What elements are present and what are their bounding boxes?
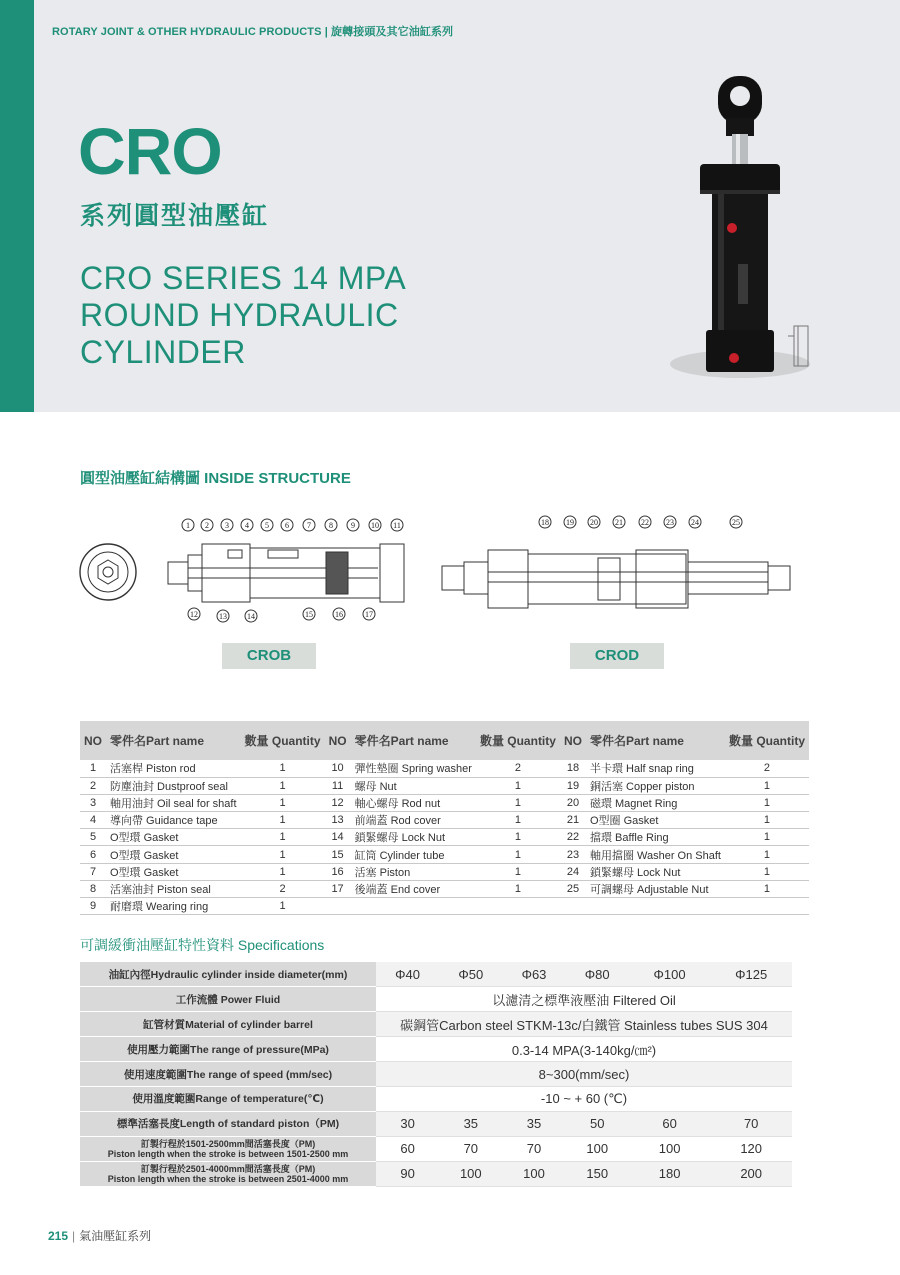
part-name: 缸筒 Cylinder tube <box>351 846 476 863</box>
svg-text:20: 20 <box>590 518 598 527</box>
part-qty: 1 <box>725 846 809 863</box>
parts-row <box>80 880 809 897</box>
part-qty: 1 <box>241 794 325 811</box>
spec-value: 100 <box>629 1136 711 1161</box>
spec-value: Φ50 <box>439 962 502 987</box>
part-name: 磁環 Magnet Ring <box>586 794 725 811</box>
footer-series: 氣油壓缸系列 <box>79 1229 152 1243</box>
spec-value: Φ40 <box>376 962 439 987</box>
part-qty: 1 <box>241 898 325 915</box>
spec-value: 50 <box>566 1111 629 1136</box>
header-quantity: 數量 Quantity <box>241 721 325 760</box>
svg-text:17: 17 <box>365 610 373 619</box>
spec-value: 100 <box>502 1161 565 1186</box>
part-no: 10 <box>325 760 351 777</box>
product-code: CRO <box>78 114 222 188</box>
spec-row-speed <box>80 1062 792 1087</box>
svg-text:3: 3 <box>225 521 229 530</box>
part-qty: 1 <box>476 829 560 846</box>
svg-text:11: 11 <box>393 521 401 530</box>
spec-label-cn: 訂製行程於2501-4000mm間活塞長度（PM) <box>140 1163 316 1174</box>
part-no: 13 <box>325 812 351 829</box>
svg-text:9: 9 <box>351 521 355 530</box>
part-name: 銅活塞 Copper piston <box>586 777 725 794</box>
spec-value: 碳鋼管Carbon steel STKM-13c/白鐵管 Stainless tubes SUS 304 <box>376 1012 792 1037</box>
part-no: 3 <box>80 794 106 811</box>
part-name: 半卡環 Half snap ring <box>586 760 725 777</box>
part-name: 活塞桿 Piston rod <box>106 760 241 777</box>
part-no: 2 <box>80 777 106 794</box>
spec-label: 使用速度範圍The range of speed (mm/sec) <box>80 1062 376 1087</box>
svg-text:13: 13 <box>219 612 227 621</box>
spec-value: 200 <box>710 1161 792 1186</box>
header-part-name: 零件名Part name <box>351 721 476 760</box>
part-no: 16 <box>325 863 351 880</box>
svg-text:10: 10 <box>371 521 379 530</box>
part-qty: 1 <box>476 794 560 811</box>
page-number: 215 <box>48 1229 69 1243</box>
part-name: 耐磨環 Wearing ring <box>106 898 241 915</box>
cylinder-product-image <box>660 68 820 388</box>
part-no: 22 <box>560 829 586 846</box>
part-qty: 2 <box>476 760 560 777</box>
part-no: 8 <box>80 880 106 897</box>
crod-callouts <box>539 516 742 528</box>
part-no: 23 <box>560 846 586 863</box>
part-name: 螺母 Nut <box>351 777 476 794</box>
svg-text:6: 6 <box>285 521 289 530</box>
parts-table <box>80 721 809 915</box>
spec-value: 35 <box>439 1111 502 1136</box>
part-no: 14 <box>325 829 351 846</box>
header-part-name: 零件名Part name <box>106 721 241 760</box>
svg-text:14: 14 <box>247 612 255 621</box>
spec-value: 60 <box>376 1136 439 1161</box>
part-qty: 1 <box>725 794 809 811</box>
part-name: 軸心螺母 Rod nut <box>351 794 476 811</box>
svg-text:23: 23 <box>666 518 674 527</box>
spec-value: 0.3-14 MPA(3-140kg/㎝²) <box>376 1037 792 1062</box>
spec-value: Φ125 <box>710 962 792 987</box>
part-name: O型環 Gasket <box>106 863 241 880</box>
part-qty <box>476 898 560 915</box>
header-no: NO <box>80 721 106 760</box>
parts-row <box>80 760 809 777</box>
spec-value: Φ100 <box>629 962 711 987</box>
category-heading: ROTARY JOINT & OTHER HYDRAULIC PRODUCTS | 旋轉接頭及其它油缸系列 <box>52 26 454 38</box>
page-footer: 215 | 氣油壓缸系列 <box>48 1229 152 1243</box>
header-no: NO <box>560 721 586 760</box>
part-no: 17 <box>325 880 351 897</box>
part-qty: 1 <box>241 829 325 846</box>
svg-text:22: 22 <box>641 518 649 527</box>
parts-row <box>80 863 809 880</box>
title-line: ROUND HYDRAULIC <box>80 297 399 333</box>
spec-value: 30 <box>376 1111 439 1136</box>
spec-value: 120 <box>710 1136 792 1161</box>
spec-label <box>80 1136 376 1161</box>
specs-table <box>80 962 792 1187</box>
chinese-subtitle: 系列圓型油壓缸 <box>80 202 270 230</box>
svg-text:1: 1 <box>186 521 190 530</box>
header-part-name: 零件名Part name <box>586 721 725 760</box>
part-name: 鎖緊螺母 Lock Nut <box>351 829 476 846</box>
spec-row-temperature <box>80 1086 792 1111</box>
part-name: O型環 Gasket <box>106 829 241 846</box>
part-qty: 1 <box>725 777 809 794</box>
spec-label-en: Piston length when the stroke is between 1501-2500 mm <box>107 1148 349 1159</box>
part-no: 5 <box>80 829 106 846</box>
spec-label: 缸管材質Material of cylinder barrel <box>80 1012 376 1037</box>
crob-label: CROB <box>222 643 316 669</box>
parts-row <box>80 898 809 915</box>
part-qty <box>725 898 809 915</box>
svg-text:19: 19 <box>566 518 574 527</box>
part-no <box>325 898 351 915</box>
spec-row-material <box>80 1012 792 1037</box>
spec-row-long-stroke <box>80 1161 792 1186</box>
part-no: 7 <box>80 863 106 880</box>
structure-heading: 圓型油壓缸結構圖 INSIDE STRUCTURE <box>80 470 351 487</box>
part-name: 活塞油封 Piston seal <box>106 880 241 897</box>
part-qty: 2 <box>725 760 809 777</box>
spec-value: 70 <box>502 1136 565 1161</box>
part-qty: 1 <box>241 777 325 794</box>
spec-row-pressure <box>80 1037 792 1062</box>
part-name: O型圈 Gasket <box>586 812 725 829</box>
part-no: 21 <box>560 812 586 829</box>
part-no <box>560 898 586 915</box>
header-quantity: 數量 Quantity <box>725 721 809 760</box>
part-name: 可調螺母 Adjustable Nut <box>586 880 725 897</box>
part-name: 防塵油封 Dustproof seal <box>106 777 241 794</box>
spec-label: 使用壓力範圍The range of pressure(MPa) <box>80 1037 376 1062</box>
part-no: 4 <box>80 812 106 829</box>
svg-text:2: 2 <box>205 521 209 530</box>
crob-callouts-bottom <box>188 608 375 622</box>
part-name: O型環 Gasket <box>106 846 241 863</box>
part-no: 15 <box>325 846 351 863</box>
part-no: 11 <box>325 777 351 794</box>
accent-bar <box>0 0 34 412</box>
part-qty: 1 <box>476 812 560 829</box>
part-name: 擋環 Baffle Ring <box>586 829 725 846</box>
spec-row-fluid <box>80 987 792 1012</box>
part-name: 軸用油封 Oil seal for shaft <box>106 794 241 811</box>
spec-value: -10 ~ + 60 (℃) <box>376 1086 792 1111</box>
title-line: CRO SERIES 14 MPA <box>80 260 407 296</box>
english-title <box>80 260 406 371</box>
spec-value: Φ63 <box>502 962 565 987</box>
part-no: 25 <box>560 880 586 897</box>
spec-value: 60 <box>629 1111 711 1136</box>
spec-label-en: Piston length when the stroke is between 2501-4000 mm <box>107 1173 349 1184</box>
part-name <box>586 898 725 915</box>
hero-banner <box>0 0 900 412</box>
part-qty: 1 <box>725 863 809 880</box>
part-qty: 1 <box>725 880 809 897</box>
spec-value: 以濾清之標準液壓油 Filtered Oil <box>376 987 792 1012</box>
part-no: 6 <box>80 846 106 863</box>
spec-value: 90 <box>376 1161 439 1186</box>
part-qty: 1 <box>241 846 325 863</box>
spec-label: 油缸內徑Hydraulic cylinder inside diameter(mm) <box>80 962 376 987</box>
svg-text:12: 12 <box>190 610 198 619</box>
svg-text:21: 21 <box>615 518 623 527</box>
svg-text:8: 8 <box>329 521 333 530</box>
svg-text:7: 7 <box>307 521 311 530</box>
part-qty: 1 <box>241 863 325 880</box>
spec-label: 使用溫度範圍Range of temperature(℃) <box>80 1086 376 1111</box>
spec-value: 35 <box>502 1111 565 1136</box>
parts-header-row <box>80 721 809 760</box>
header-quantity: 數量 Quantity <box>476 721 560 760</box>
spec-label: 標準活塞長度Length of standard piston（PM) <box>80 1111 376 1136</box>
part-qty: 1 <box>725 829 809 846</box>
svg-text:24: 24 <box>691 518 699 527</box>
part-qty: 1 <box>476 880 560 897</box>
parts-row <box>80 846 809 863</box>
part-no: 18 <box>560 760 586 777</box>
parts-row <box>80 794 809 811</box>
part-no: 19 <box>560 777 586 794</box>
svg-text:16: 16 <box>335 610 343 619</box>
spec-value: 70 <box>710 1111 792 1136</box>
spec-value: 100 <box>566 1136 629 1161</box>
parts-row <box>80 829 809 846</box>
crob-callouts-top <box>182 519 403 531</box>
part-qty: 1 <box>476 846 560 863</box>
part-qty: 1 <box>725 812 809 829</box>
spec-label <box>80 1161 376 1186</box>
part-name: 軸用擋圈 Washer On Shaft <box>586 846 725 863</box>
part-name: 彈性墊圈 Spring washer <box>351 760 476 777</box>
spec-label: 工作流體 Power Fluid <box>80 987 376 1012</box>
parts-row <box>80 777 809 794</box>
part-name: 活塞 Piston <box>351 863 476 880</box>
spec-value: 180 <box>629 1161 711 1186</box>
inside-structure-diagram <box>78 510 800 630</box>
spec-value: 70 <box>439 1136 502 1161</box>
spec-value: Φ80 <box>566 962 629 987</box>
spec-row-diameter <box>80 962 792 987</box>
part-no: 12 <box>325 794 351 811</box>
part-no: 24 <box>560 863 586 880</box>
part-name: 導向帶 Guidance tape <box>106 812 241 829</box>
part-qty: 1 <box>241 812 325 829</box>
parts-row <box>80 812 809 829</box>
part-name: 後端蓋 End cover <box>351 880 476 897</box>
header-no: NO <box>325 721 351 760</box>
part-name <box>351 898 476 915</box>
svg-text:18: 18 <box>541 518 549 527</box>
part-qty: 1 <box>476 863 560 880</box>
part-name: 鎖緊螺母 Lock Nut <box>586 863 725 880</box>
part-qty: 1 <box>476 777 560 794</box>
part-no: 20 <box>560 794 586 811</box>
part-qty: 1 <box>241 760 325 777</box>
part-name: 前端蓋 Rod cover <box>351 812 476 829</box>
spec-row-standard-piston <box>80 1111 792 1136</box>
part-qty: 2 <box>241 880 325 897</box>
crod-label: CROD <box>570 643 664 669</box>
part-no: 1 <box>80 760 106 777</box>
spec-row-mid-stroke <box>80 1136 792 1161</box>
part-no: 9 <box>80 898 106 915</box>
spec-value: 8~300(mm/sec) <box>376 1062 792 1087</box>
svg-text:15: 15 <box>305 610 313 619</box>
spec-value: 100 <box>439 1161 502 1186</box>
svg-text:25: 25 <box>732 518 740 527</box>
svg-text:5: 5 <box>265 521 269 530</box>
specs-heading: 可調緩衝油壓缸特性資料 Specifications <box>80 937 325 953</box>
spec-label-cn: 訂製行程於1501-2500mm間活塞長度（PM) <box>140 1138 316 1149</box>
svg-text:4: 4 <box>245 521 249 530</box>
title-line: CYLINDER <box>80 334 246 370</box>
spec-value: 150 <box>566 1161 629 1186</box>
